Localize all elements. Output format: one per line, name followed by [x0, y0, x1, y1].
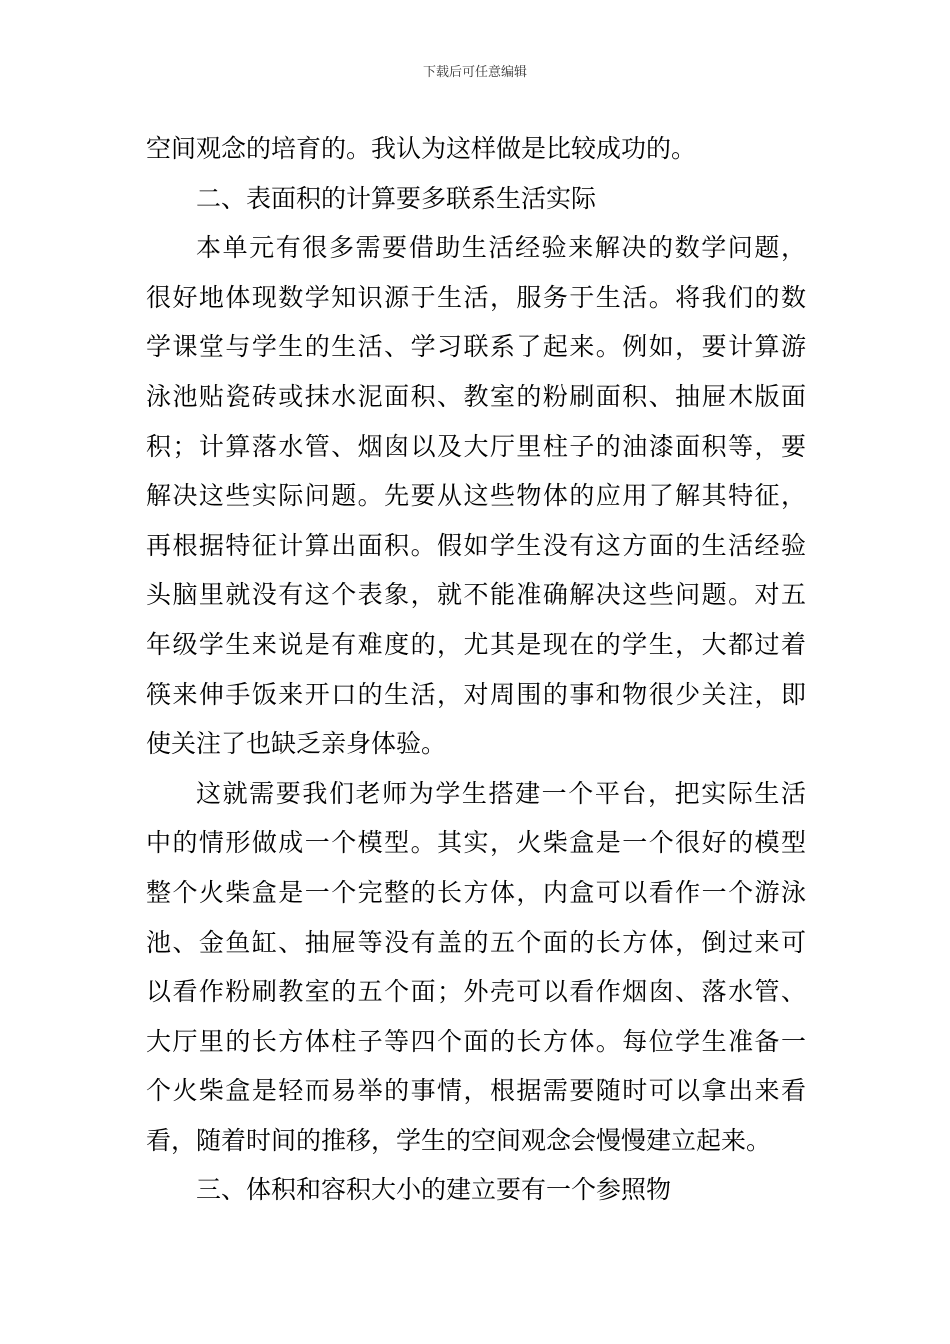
text-line: 解决这些实际问题。先要从这些物体的应用了解其特征，	[146, 481, 806, 511]
text-line: 使关注了也缺乏亲身体验。	[146, 729, 447, 759]
text-line: 再根据特征计算出面积。假如学生没有这方面的生活经验	[146, 530, 806, 560]
text-line: 年级学生来说是有难度的，尤其是现在的学生，大都过着	[146, 629, 806, 659]
document-body	[146, 124, 806, 1215]
section-heading: 二、表面积的计算要多联系生活实际	[196, 183, 597, 213]
text-line: 泳池贴瓷砖或抹水泥面积、教室的粉刷面积、抽屉木版面	[146, 381, 806, 411]
page-header: 下载后可任意编辑	[422, 65, 527, 80]
section-heading: 三、体积和容积大小的建立要有一个参照物	[196, 1175, 672, 1205]
text-line: 筷来伸手饭来开口的生活，对周围的事和物很少关注，即	[146, 679, 806, 709]
text-line: 学课堂与学生的生活、学习联系了起来。例如，要计算游	[146, 332, 806, 362]
text-line: 个火柴盒是轻而易举的事情，根据需要随时可以拿出来看	[146, 1076, 806, 1106]
text-line: 头脑里就没有这个表象，就不能准确解决这些问题。对五	[146, 580, 806, 610]
text-line: 大厅里的长方体柱子等四个面的长方体。每位学生准备一	[146, 1026, 806, 1056]
text-line: 这就需要我们老师为学生搭建一个平台，把实际生活	[196, 778, 806, 808]
text-line: 中的情形做成一个模型。其实，火柴盒是一个很好的模型	[146, 828, 806, 858]
text-line: 本单元有很多需要借助生活经验来解决的数学问题，	[196, 233, 806, 263]
text-line: 空间观念的培育的。我认为这样做是比较成功的。	[146, 134, 697, 163]
text-line: 很好地体现数学知识源于生活，服务于生活。将我们的数	[146, 282, 806, 312]
text-line: 整个火柴盒是一个完整的长方体，内盒可以看作一个游泳	[146, 877, 806, 907]
text-line: 看，随着时间的推移，学生的空间观念会慢慢建立起来。	[146, 1125, 772, 1155]
text-line: 池、金鱼缸、抽屉等没有盖的五个面的长方体，倒过来可	[146, 927, 806, 957]
text-line: 积；计算落水管、烟囱以及大厅里柱子的油漆面积等，要	[146, 431, 806, 461]
text-line: 以看作粉刷教室的五个面；外壳可以看作烟囱、落水管、	[146, 977, 806, 1007]
